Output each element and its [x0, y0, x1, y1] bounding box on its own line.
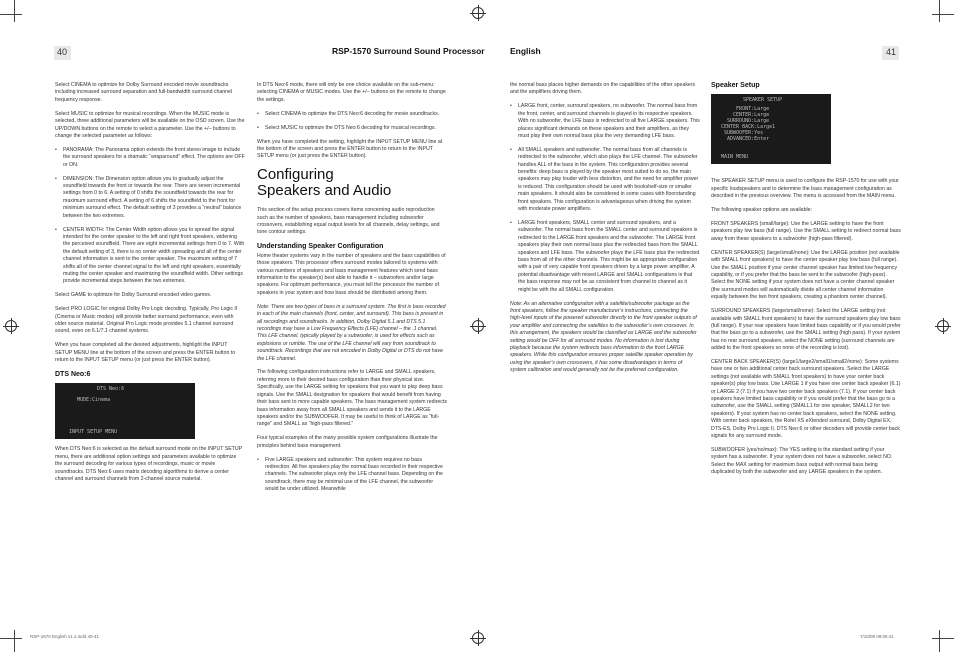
registration-mark-icon	[937, 320, 949, 332]
crop-mark	[0, 14, 22, 15]
column-4	[711, 82, 901, 483]
list-item: • LARGE front speakers, SMALL center and surround speakers, and a subwoofer. The normal bass from the SMALL center and surround speakers is redirected to the LARGE front speakers and the subwoofer. The LARGE front speakers play their own normal bass plus the redirected bass from the SMALL speakers and LFE bass. The subwoofer plays the LFE bass plus the redirected bass from all of the other channels. This might be an appropriate configuration with a pair of very capable front speakers driven by a large power amplifier. A potential disadvantage with mixed LARGE and SMALL configurations is that the bass response may not be as consistent from channel to channel as it might be with the all SMALL configuration.	[510, 220, 700, 294]
paragraph: CENTER SPEAKER(S) (large/small/none): Use the LARGE position (not available with SMALL front speakers) to have the center speaker play low bass (full range). Use the SMALL position if your center channel speaker has limited low frequency capability, or if you prefer that the bass be sent to the subwoofer (high-pass). Select the NONE setting if your system does not have a center channel speaker (the surround modes will automatically divide all center channel information equally between the two front speakers, creating a phantom center channel).	[711, 249, 900, 301]
right-page-number: 41	[886, 47, 897, 57]
chapter-heading-line: Configuring	[257, 166, 334, 184]
osd-row: ADVANCED:Enter	[721, 136, 770, 143]
osd-row: CENTER:Large	[721, 112, 770, 119]
column-1	[55, 82, 245, 490]
config-list	[257, 457, 447, 494]
osd-line: MODE:Cinema	[77, 397, 111, 404]
chapter-heading	[257, 167, 447, 199]
paragraph: Select PRO LOGIC for original Dolby Pro Logic decoding. Typically, Pro Logic II (Cinema or Music modes) will provide better surround performance, even with older source material. Original Pro Logic mode provides 5.1 channel surround sound, even on 6.1/7.1 channel systems.	[55, 306, 238, 335]
list-item: • CENTER WIDTH: The Center Width option allows you to spread the signal intended for the center speaker to the left and right front speakers, widening the perceived soundfield. There are eight incremental settings from 0 to 7. With the default setting of 3, there is no center width spreading and all of the center channel information is sent to the center speaker. The maximum setting of 7 shifts all of the center channel signal to the left and right speakers, essentially muting the center speaker and maximizing the soundfield width. Other settings provide incremental steps between the two extremes.	[55, 227, 245, 286]
note-paragraph: Note: There are two types of bass in a surround system. The first is bass recorded in each of the main channels (front, center, and surround). This bass is present in all recordings and soundtracks. In addition, Dolby Digital 5.1 and DTS 5.1 recordings may have a Low Frequency Effects (LFE) channel – the .1 channel. This LFE channel, typically played by a subwoofer, is used for effects such as explosions or rumble. The use of the LFE channel will vary from soundtrack to soundtrack. Recordings that are not encoded in Dolby Digital or DTS do not have the LFE channel.	[257, 303, 446, 362]
registration-mark-icon	[5, 320, 17, 332]
osd-screen-speaker-setup	[711, 94, 831, 164]
osd-row: FRONT:Large	[721, 106, 770, 113]
paragraph: Home theater systems vary in the number of speakers and the bass capabilities of those speakers. This processor offers surround modes tailored to systems with various numbers of speakers and bass management features which send bass information to the speaker(s) best able to handle it – subwoofers and/or large speakers. For optimum performance, you must tell the processor the number of speakers in your system and how bass should be distributed among them.	[257, 252, 446, 296]
paragraph: SUBWOOFER (yes/no/max): The YES setting is the standard setting if your system has a subwoofer. If your system does not have a subwoofer, select NO. Select the MAX setting for maximum bass output with normal bass being duplicated by both the subwoofer and any LARGE speakers in the system.	[711, 447, 893, 476]
list-item: • Five LARGE speakers and subwoofer: This system requires no bass redirection. All five speakers play the normal bass recorded in their respective channels. The subwoofer plays only the LFE channel bass. Depending on the soundtrack, there may be minimal use of the LFE channel, the subwoofer would be under utilized. Meanwhile	[257, 457, 447, 494]
paragraph: SURROUND SPEAKERS (large/small/none): Select the LARGE setting (not available with SMALL front speakers) to have the surround speakers play low bass (full range). If your rear speakers have limited bass capability or if you would prefer that the bass go to a subwoofer, use the SMALL setting (high pass). If your system has no rear surround speakers, select the NONE setting (surround channels are added to the front speakers so none of the recording is lost).	[711, 308, 901, 352]
paragraph: Select CINEMA to optimize for Dolby Surround encoded movie soundtracks including increased surround separation and full-bandwidth surround channel frequency response.	[55, 82, 233, 103]
note-paragraph: Note: As an alternative configuration with a satellite/subwoofer package as the front speakers, follow the speaker manufacturer’s instructions, connecting the high-level inputs of the powered subwoofer directly to the front speaker outputs of your amplifier and connecting the satellites to the subwoofer’s own crossover. In this arrangement, the speakers would be classified as LARGE and the subwoofer setting would be OFF for all surround modes. No information is lost during playback because the system redirects bass information to the front LARGE speakers. While this configuration ensures proper satellite speaker operation by using the speaker’s own crossovers, it has some disadvantages in terms of system calibration and would generally not be the preferred configuration.	[510, 300, 697, 374]
paragraph: When you have completed the setting, highlight the INPUT SETUP MENU line at the bottom of the screen and press the ENTER button to return to the INPUT SETUP menu (or just press the ENTER button).	[257, 138, 443, 160]
crop-mark	[14, 0, 15, 22]
paragraph: Four typical examples of the many possible system configurations illustrate the principles behind bass management:	[257, 435, 438, 449]
column-3	[510, 82, 700, 381]
paragraph: In DTS Neo:6 mode, there will only be one choice available on the sub-menu: selecting CINEMA or MUSIC modes. Use the +/– buttons on the remote to change the settings.	[257, 82, 446, 103]
section-heading: DTS Neo:6	[55, 371, 91, 378]
crop-mark	[939, 630, 940, 652]
left-page-number: 40	[57, 47, 68, 57]
config-list	[510, 103, 700, 294]
list-item: • Select CINEMA to optimize the DTS Neo:6 decoding for movie soundtracks.	[257, 111, 447, 118]
paragraph: This section of the setup process covers items concerning audio reproduction such as the number of speakers, bass management including subwoofer crossovers, establishing equal output levels for all channels, delay settings, and tone contour settings.	[257, 207, 440, 236]
crop-mark	[932, 638, 954, 639]
paragraph: Select MUSIC to optimize for musical recordings. When the MUSIC mode is selected, three additional parameters will be available on the OSD screen. Use the UP/DOWN buttons on the remote to select a parameter. Use the +/– buttons to change the selected parameter as follows:	[55, 110, 245, 139]
osd-menu-line: INPUT SETUP MENU	[69, 429, 118, 436]
registration-mark-icon	[472, 632, 484, 644]
osd-title: SPEAKER SETUP	[743, 97, 783, 104]
osd-row: CENTER BACK:Large1	[721, 124, 776, 131]
paragraph: When you have completed all the desired adjustments, highlight the INPUT SETUP MENU line at the bottom of the screen and press the ENTER button to return to the INPUT SETUP menu (or just press the ENTER button).	[55, 342, 236, 364]
osd-row: SUBWOOFER:Yes	[721, 130, 764, 137]
osd-title: DTS Neo:6	[97, 386, 125, 393]
list-item: • Select MUSIC to optimize the DTS Neo:6 decoding for musical recordings.	[257, 125, 447, 132]
paragraph: The following speaker options are available:	[711, 207, 812, 214]
right-running-head: English	[510, 46, 541, 56]
section-heading: Understanding Speaker Configuration	[257, 243, 384, 251]
crop-mark	[14, 630, 15, 652]
section-heading: Speaker Setup	[711, 82, 760, 89]
footer-timestamp: 7/10/08 09:05:41	[860, 634, 894, 639]
osd-rows	[721, 106, 831, 142]
list-item: • PANORAMA: The Panorama option extends the front stereo image to include the surround speakers for a dramatic “wraparound” effect. The options are OFF or ON.	[55, 147, 245, 169]
registration-mark-icon	[472, 320, 484, 332]
crop-mark	[0, 638, 22, 639]
osd-menu-line: MAIN MENU	[721, 154, 749, 161]
footer-file-info: RSP-1570 English v1.2.indd 40-41	[30, 634, 100, 639]
paragraph: CENTER BACK SPEAKER(S) (large1/large2/small1/small2/none): Some systems have one or two additional center back surround speakers. Select the LARGE settings (not available with SMALL front speakers) to have your center back speaker(s) play low bass. Use LARGE 1 if you have one center back speaker (6.1) or LARGE 2 (7.1) if you have two center back speakers (7.1). If your center back speakers have limited bass capability or if you would prefer that the bass go to a subwoofer, use the SMALL setting (SMALL1 for one speaker, SMALL2 for two speakers). If your system has no center back speakers, select the NONE setting. With center back speakers, the Rotel XS eXtended surround, Dolby Digital EX, DTS-ES, Dolby Pro Logic II, DTS Neo:6 or other decoders will provide center back signals for any surround mode.	[711, 359, 901, 440]
crop-mark	[939, 0, 940, 22]
paragraph: The SPEAKER SETUP menu is used to configure the RSP-1570 for use with your specific loudspeakers and to determine the bass management configuration as described in the previous overview. The menu is accessed from the MAIN menu.	[711, 178, 899, 200]
dts-options-list	[257, 111, 447, 132]
list-item: • LARGE front, center, surround speakers, no subwoofer. The normal bass from the front, center, and surround channels is played in its respective speakers. With no subwoofer, the LFE bass is redirected to all five LARGE speakers. This places significant demands on these speakers and their amplifiers, as they must play their own normal bass plus the very demanding LFE bass.	[510, 103, 700, 140]
list-item: • DIMENSION: The Dimension option allows you to gradually adjust the soundfield towards the front or towards the rear. There are seven incremental settings from 0 to 6. A setting of 0 shifts the soundfield towards the rear for maximum surround effect. A setting of 6 shifts the soundfield to the front for minimum surround effect. The default setting of 3 provides a “neutral” balance between the two extremes.	[55, 176, 245, 220]
music-options-list	[55, 147, 245, 286]
column-2	[257, 82, 447, 500]
paragraph: The following configuration instructions refer to LARGE and SMALL speakers, referring more to their desired bass configuration than their physical size. Specifically, use the LARGE setting for speakers that you want to play deep bass signals. Use the SMALL designation for speakers that would benefit from having their bass sent to more capable speakers. The bass management system redirects bass information away from all SMALL speakers and sends it to the LARGE speakers and/or the SUBWOOFER. It may be useful to think of LARGE as “full-range” and SMALL as “high-pass filtered.”	[257, 369, 447, 428]
chapter-heading-line: Speakers and Audio	[257, 182, 392, 200]
paragraph: the normal bass places higher demands on the capabilities of the other speakers and the amplifiers driving them.	[510, 82, 696, 96]
paragraph: Select GAME to optimize for Dolby Surround encoded video games.	[55, 292, 212, 299]
list-item: • All SMALL speakers and subwoofer. The normal bass from all channels is redirected to the subwoofer, which also plays the LFE channel. The subwoofer handles ALL of the bass in the system. This configuration provides several benefits: deep bass is played by the speaker most suited to do so, the main speakers may play louder with less distortion, and the need for amplifier power is reduced. This configuration should be used with bookshelf-size or smaller main speakers. It should also be considered in some cases with floorstanding front speakers. This configuration is advantageous when driving the system with moderate power amplifiers.	[510, 147, 700, 214]
left-running-head: RSP-1570 Surround Sound Processor	[332, 46, 485, 56]
crop-mark	[932, 14, 954, 15]
registration-mark-icon	[472, 7, 484, 19]
paragraph: When DTS Neo:6 is selected as the default surround mode on the INPUT SETUP menu, there are additional option settings and parameters available to optimize the surround decoding for various types of recordings, music or movie soundtracks. DTS Neo:6 uses matrix decoding algorithms to derive a center channel and surround channels from 2-channel source material.	[55, 446, 242, 483]
osd-screen-dts-neo6	[55, 383, 195, 439]
paragraph: FRONT SPEAKERS (small/large): Use the LARGE setting to have the front speakers play low bass (full range). Use the SMALL setting to redirect normal bass away from these speakers to a subwoofer (high-pass filtered).	[711, 221, 901, 242]
osd-row: SURROUND:Large	[721, 118, 770, 125]
